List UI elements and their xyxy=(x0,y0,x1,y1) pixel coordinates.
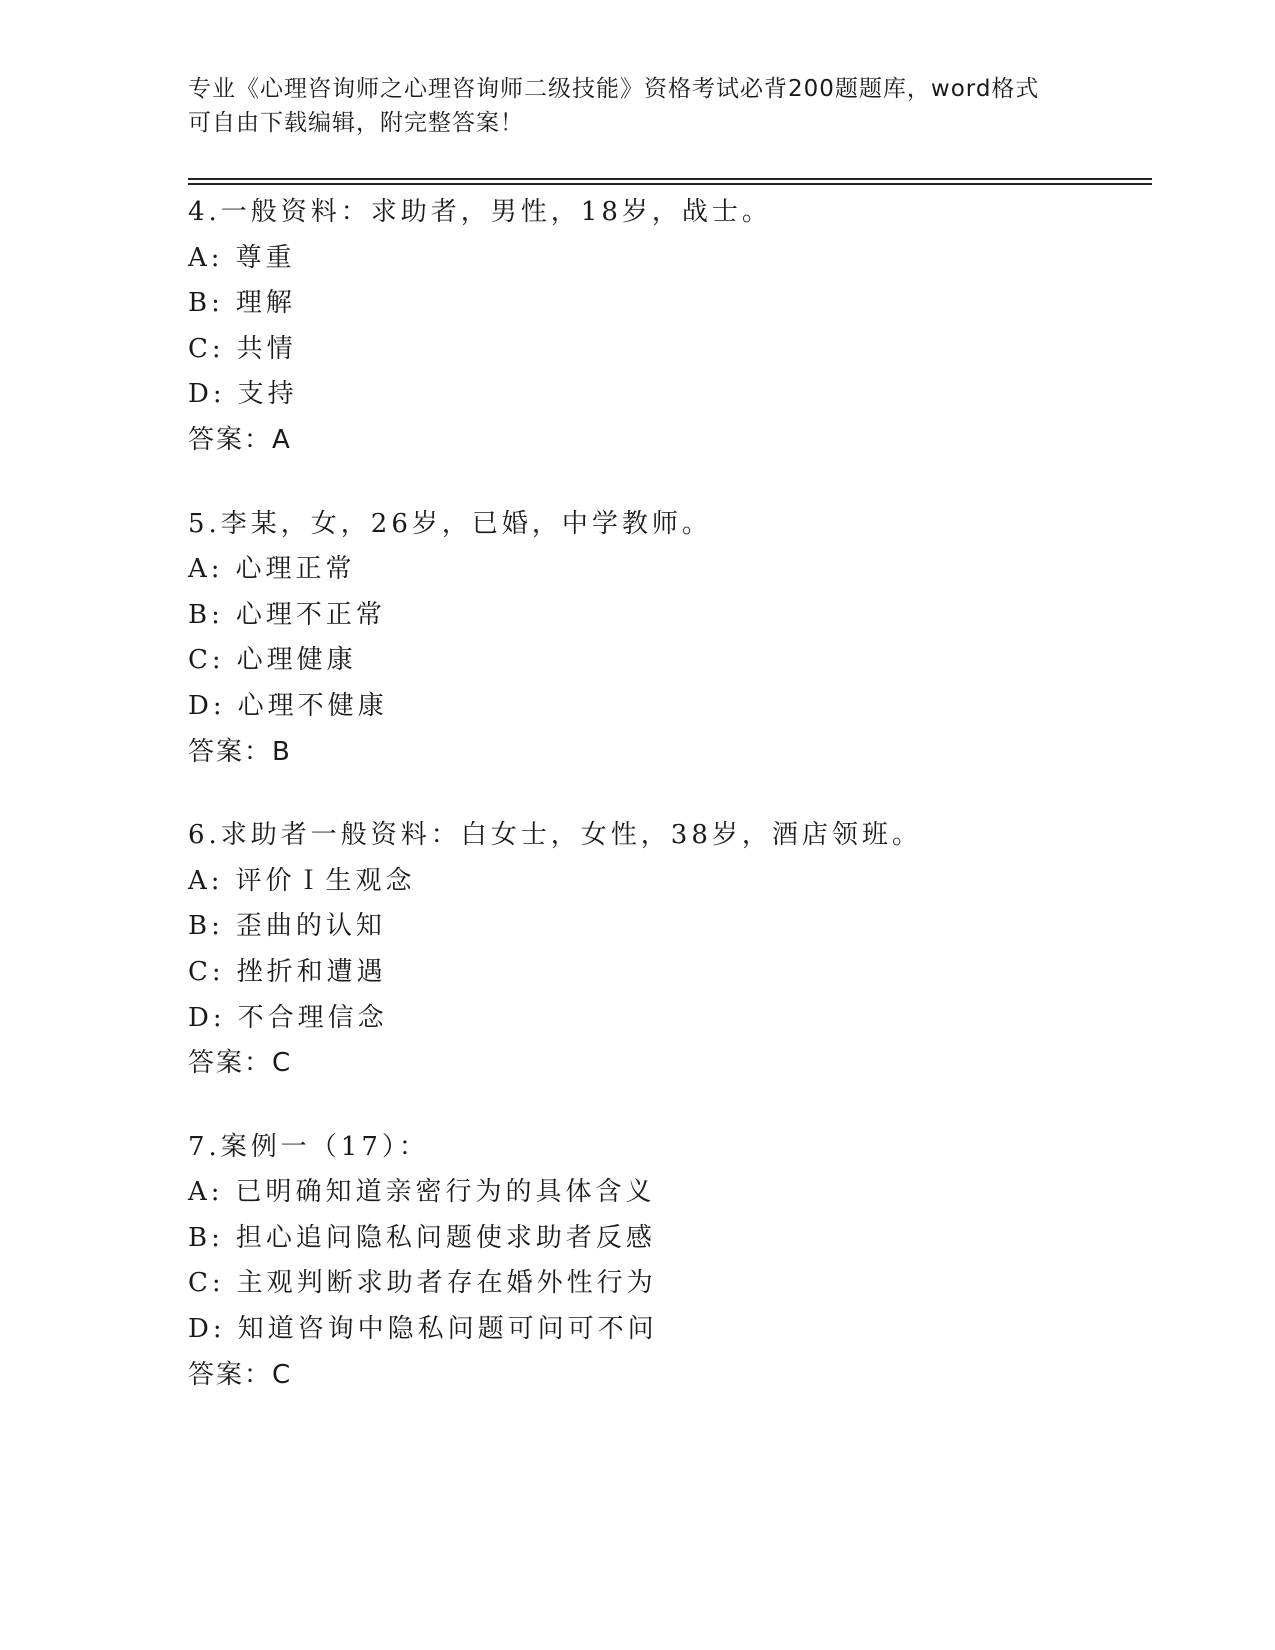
option-b xyxy=(188,904,1148,950)
option-d xyxy=(188,996,1148,1042)
option-text: 挫折和遭遇 xyxy=(236,956,387,987)
option-d xyxy=(188,1307,1148,1353)
option-letter: C: xyxy=(188,1268,225,1299)
option-text: 评价Ｉ生观念 xyxy=(235,865,416,896)
question-list xyxy=(188,190,1148,1436)
option-letter: B: xyxy=(188,1222,224,1253)
option-text: 支持 xyxy=(237,379,298,410)
option-text: 共情 xyxy=(236,333,297,364)
option-text: 不合理信念 xyxy=(237,1002,388,1033)
option-letter: D: xyxy=(188,379,226,410)
answer-line: 答案：A xyxy=(188,424,292,455)
option-text: 理解 xyxy=(235,288,296,319)
page-header xyxy=(188,72,1068,140)
question-7 xyxy=(188,1125,1148,1399)
option-c xyxy=(188,1261,1148,1307)
option-text: 心理不正常 xyxy=(235,599,386,630)
option-a xyxy=(188,1170,1148,1216)
option-text: 主观判断求助者存在婚外性行为 xyxy=(236,1268,657,1299)
question-6 xyxy=(188,813,1148,1087)
question-title: 6.求助者一般资料：白女士，女性，38岁，酒店领班。 xyxy=(188,820,922,851)
option-letter: A: xyxy=(188,554,224,585)
option-text: 心理正常 xyxy=(235,554,356,585)
option-c xyxy=(188,638,1148,684)
option-letter: B: xyxy=(188,911,224,942)
question-title: 5.李某，女，26岁，已婚，中学教师。 xyxy=(188,508,712,539)
question-title: 7.案例一（17）： xyxy=(188,1131,429,1162)
option-d xyxy=(188,684,1148,730)
option-c xyxy=(188,950,1148,996)
question-5 xyxy=(188,502,1148,776)
option-text: 担心追问隐私问题使求助者反感 xyxy=(235,1222,656,1253)
header-line-2: 可自由下载编辑，附完整答案！ xyxy=(188,110,524,136)
option-b xyxy=(188,1216,1148,1262)
option-d xyxy=(188,372,1148,418)
option-a xyxy=(188,859,1148,905)
option-letter: D: xyxy=(188,1314,226,1345)
option-text: 心理健康 xyxy=(236,645,357,676)
answer-line: 答案：C xyxy=(188,1359,293,1390)
option-letter: C: xyxy=(188,645,225,676)
option-text: 尊重 xyxy=(235,242,296,273)
header-line-1: 专业《心理咨询师之心理咨询师二级技能》资格考试必背200题题库，word格式 xyxy=(188,76,1040,102)
option-letter: C: xyxy=(188,333,225,364)
option-letter: D: xyxy=(188,1002,226,1033)
header-divider-top xyxy=(188,178,1152,180)
option-a xyxy=(188,547,1148,593)
option-b xyxy=(188,593,1148,639)
option-letter: A: xyxy=(188,1177,224,1208)
question-title: 4.一般资料：求助者，男性，18岁，战士。 xyxy=(188,197,772,227)
option-letter: D: xyxy=(188,690,226,721)
option-letter: A: xyxy=(188,865,224,896)
option-letter: B: xyxy=(188,288,224,319)
option-b xyxy=(188,281,1148,327)
option-letter: B: xyxy=(188,599,224,630)
answer-line: 答案：C xyxy=(188,1048,293,1079)
option-letter: A: xyxy=(188,242,224,273)
answer-line: 答案：B xyxy=(188,736,292,767)
option-a xyxy=(188,236,1148,282)
header-divider-bottom xyxy=(188,183,1152,185)
option-text: 知道咨询中隐私问题可问可不问 xyxy=(237,1314,658,1345)
option-text: 已明确知道亲密行为的具体含义 xyxy=(235,1177,656,1208)
question-4 xyxy=(188,190,1148,464)
option-text: 心理不健康 xyxy=(237,690,388,721)
option-letter: C: xyxy=(188,956,225,987)
option-text: 歪曲的认知 xyxy=(235,911,386,942)
option-c xyxy=(188,327,1148,373)
